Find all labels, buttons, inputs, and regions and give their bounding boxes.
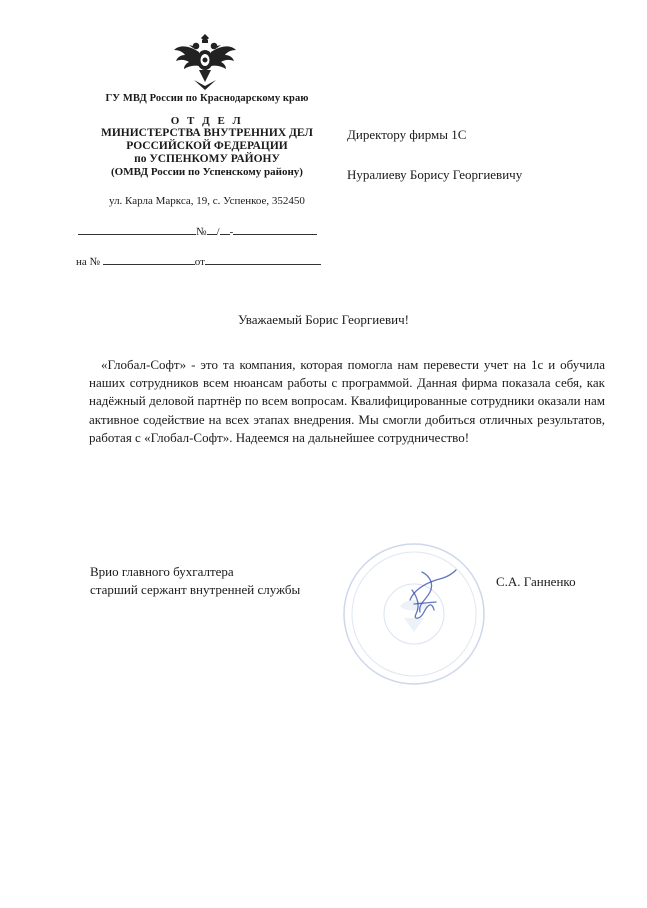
eagle-emblem-icon	[172, 34, 238, 92]
seal-stamp-icon	[340, 540, 488, 688]
blank-line	[78, 224, 196, 235]
salutation: Уважаемый Борис Георгиевич!	[238, 312, 409, 327]
abbreviation-heading: (ОМВД России по Успенскому району)	[111, 166, 303, 178]
number-sign: №	[196, 226, 207, 238]
ministry-heading: МИНИСТЕРСТВА ВНУТРЕННИХ ДЕЛ	[100, 127, 314, 139]
reply-reference-line	[76, 254, 321, 268]
number-dash: -	[229, 226, 234, 238]
addressee-position: Директору фирмы 1С	[347, 127, 467, 142]
reply-number-label: на №	[76, 256, 101, 268]
district-heading: по УСПЕНКОМУ РАЙОНУ	[134, 153, 280, 165]
handwritten-signature-icon	[410, 570, 456, 618]
signatory-name: С.А. Ганненко	[496, 574, 576, 589]
reply-from-label: от	[194, 256, 205, 268]
letterhead-address: ул. Карла Маркса, 19, с. Успенкое, 352450	[109, 195, 305, 207]
blank-line	[220, 224, 230, 235]
blank-line	[103, 254, 195, 265]
registration-number-line	[78, 224, 317, 238]
blank-line	[233, 224, 317, 235]
number-separator: /	[216, 226, 220, 238]
letter-body: «Глобал-Софт» - это та компания, которая помогла нам перевести учет на 1с и обучила наших сотрудников всем нюансам работы с программой. Данная фирма показала себя, как надёжный деловой партнёр по всем вопросам. Квалифицированные сотрудники оказали нам активное содействие на всех этапах внедрения. Мы смогли добиться отличных результатов, работая с «Глобал-Софт». Надеемся на дальнейшее сотрудничество!	[89, 357, 605, 445]
signatory-position: Врио главного бухгалтера	[90, 564, 234, 579]
federation-heading: РОССИЙСКОЙ ФЕДЕРАЦИИ	[126, 140, 288, 152]
otdel-heading: О Т Д Е Л	[170, 115, 244, 127]
signatory-rank: старший сержант внутренней службы	[90, 582, 301, 597]
addressee-name: Нуралиеву Борису Георгиевичу	[347, 167, 523, 182]
blank-line	[205, 254, 321, 265]
department-name: ГУ МВД России по Краснодарскому краю	[105, 93, 309, 104]
blank-line	[207, 224, 217, 235]
